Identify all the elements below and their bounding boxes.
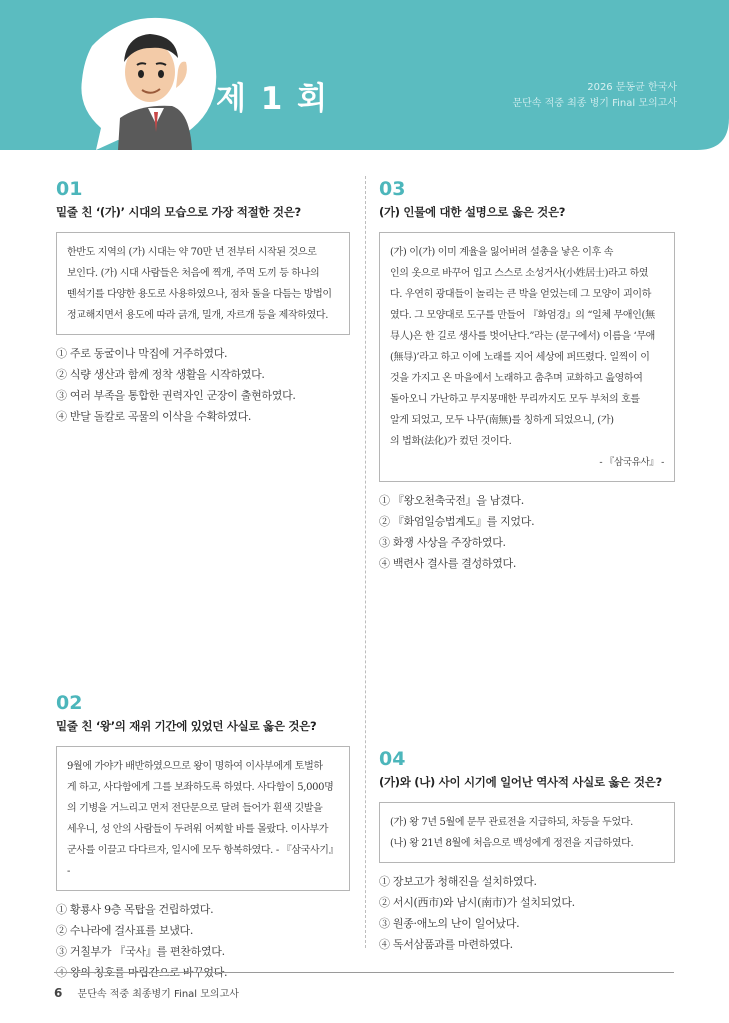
question-number: 01 [56,178,83,200]
question-03 [379,178,675,574]
page-footer [54,985,239,1000]
book-subtitle: 문단속 적중 최종 병기 Final 모의고사 [512,98,677,109]
passage-line: 한반도 지역의 (가) 시대는 약 70만 년 전부터 시작된 것으로 [67,247,317,258]
passage-line: 것을 가지고 온 마을에서 노래하고 춤추며 교화하고 읊영하여 [390,373,643,384]
question-01 [56,178,350,427]
passage-line: 뗀석기를 다양한 용도로 사용하였으나, 점차 돌을 다듬는 방법이 [67,289,332,300]
passage-line: 군사를 이끌고 다다르자, 일시에 모두 항복하였다. - 『삼국사기』 - [67,845,339,877]
question-passage [379,232,675,482]
choice-2[interactable]: ② 수나라에 걸사표를 보냈다. [56,924,194,937]
question-passage [56,232,350,335]
round-title: 제 1 회 [216,81,330,117]
choice-1[interactable]: ① 장보고가 청해진을 설치하였다. [379,875,537,888]
passage-line: (가) 이(가) 이미 계율을 잃어버려 설총을 낳은 이후 속 [390,247,614,258]
choice-1[interactable]: ① 주로 동굴이나 막집에 거주하였다. [56,347,228,360]
page-number: 6 [54,986,63,1000]
header-banner [0,0,729,150]
book-info [512,80,677,112]
passage-line: (無㝵)’라고 하고 이에 노래를 지어 세상에 퍼뜨렸다. 일찍이 이 [390,352,650,363]
question-number: 02 [56,692,83,714]
choice-1[interactable]: ① 『왕오천축국전』을 남겼다. [379,494,524,507]
choice-2[interactable]: ② 식량 생산과 함께 정착 생활을 시작하였다. [56,368,265,381]
choice-list [56,343,350,427]
passage-line: 인의 옷으로 바꾸어 입고 스스로 소성거사(小姓居士)라고 하였 [390,268,649,279]
passage-line: 다. 우연히 광대들이 놀리는 큰 박을 얻었는데 그 모양이 괴이하 [390,289,652,300]
question-text: 밑줄 친 ‘(가)’ 시대의 모습으로 가장 적절한 것은? [56,205,301,219]
choice-list [379,871,675,955]
choice-4[interactable]: ④ 왕의 칭호를 마립간으로 바꾸었다. [56,966,228,979]
choice-2[interactable]: ② 서시(西市)와 남시(南市)가 설치되었다. [379,896,575,909]
question-text: (가)와 (나) 사이 시기에 일어난 역사적 사실로 옳은 것은? [379,775,662,789]
passage-line: 였다. 그 모양대로 도구를 만들어 『화엄경』의 “일체 무애인(無 [390,310,655,321]
question-passage [379,802,675,863]
passage-line: 세우니, 성 안의 사람들이 두려워 어찌할 바를 몰랐다. 이사부가 [67,824,329,835]
question-number: 03 [379,178,406,200]
choice-list [56,899,350,983]
passage-line: 㝵人)은 한 길로 생사를 벗어난다.”라는 (문구에서) 이름을 ‘무애 [390,331,655,342]
passage-line: 의 법화(法化)가 컸던 것이다. [390,436,512,447]
question-02 [56,692,350,983]
footer-text: 문단속 적중 최종병기 Final 모의고사 [77,989,239,1000]
passage-line: 정교해지면서 용도에 따라 긁개, 밀개, 자르개 등을 제작하였다. [67,310,329,321]
choice-2[interactable]: ② 『화엄일승법계도』를 지었다. [379,515,535,528]
passage-line: 9월에 가야가 배반하였으므로 왕이 명하여 이사부에게 토벌하 [67,761,323,772]
choice-1[interactable]: ① 황룡사 9층 목탑을 건립하였다. [56,903,214,916]
choice-3[interactable]: ③ 원종·애노의 난이 일어났다. [379,917,520,930]
footer-divider [54,972,674,973]
passage-line: 보인다. (가) 시대 사람들은 처음에 찍개, 주먹 도끼 등 하나의 [67,268,320,279]
choice-list [379,490,675,574]
choice-4[interactable]: ④ 독서삼품과를 마련하였다. [379,938,513,951]
choice-4[interactable]: ④ 백련사 결사를 결성하였다. [379,557,517,570]
choice-4[interactable]: ④ 반달 돌칼로 곡물의 이삭을 수확하였다. [56,410,252,423]
question-text: (가) 인물에 대한 설명으로 옳은 것은? [379,205,566,219]
book-title: 2026 문동균 한국사 [587,82,677,93]
passage-line: (가) 왕 7년 5월에 문무 관료전을 지급하되, 차등을 두었다. [390,817,633,828]
passage-line: (나) 왕 21년 8월에 처음으로 백성에게 정전을 지급하였다. [390,838,634,849]
banner-background [0,0,729,150]
question-passage [56,746,350,891]
passage-line: 돌아오니 가난하고 무지몽매한 무리까지도 모두 부처의 호를 [390,394,640,405]
passage-source: - 『삼국유사』 - [599,457,664,468]
column-divider [365,176,366,948]
choice-3[interactable]: ③ 화쟁 사상을 주장하였다. [379,536,506,549]
question-04 [379,748,675,955]
passage-line: 게 하고, 사다함에게 그를 보좌하도록 하였다. 사다함이 5,000명 [67,782,334,793]
passage-line: 의 기병을 거느리고 먼저 전단문으로 달려 들어가 흰색 깃발을 [67,803,323,814]
choice-3[interactable]: ③ 여러 부족을 통합한 권력자인 군장이 출현하였다. [56,389,296,402]
question-text: 밑줄 친 ‘왕’의 재위 기간에 있었던 사실로 옳은 것은? [56,719,317,733]
choice-3[interactable]: ③ 거칠부가 『국사』를 편찬하였다. [56,945,225,958]
passage-line: 알게 되었고, 모두 나무(南無)를 칭하게 되었으니, (가) [390,415,614,426]
question-number: 04 [379,748,406,770]
